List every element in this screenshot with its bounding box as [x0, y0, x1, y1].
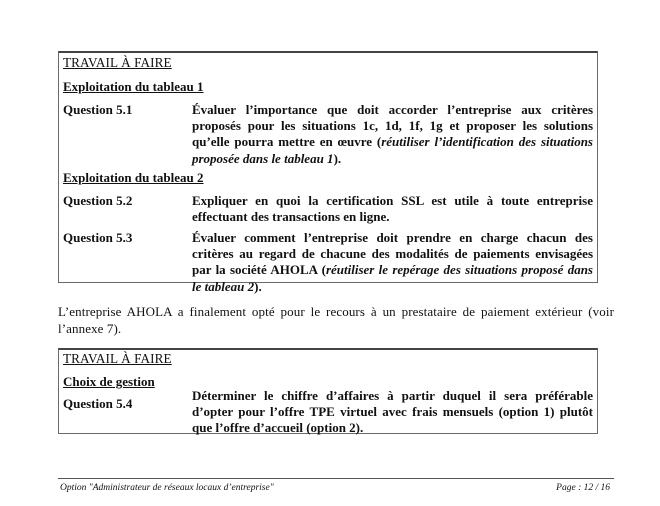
question-5-1-body: Évaluer l’importance que doit accorder l’entreprise aux critères proposés pour les situations 1c, 1d, 1f, 1g et proposer les solutions qu’elle pourra mettre en œuvre ( [192, 102, 593, 150]
question-5-3-italic: réutiliser le repérage des situations proposé dans le tableau 2 [192, 262, 593, 294]
task-box-2 [58, 348, 598, 434]
task-title: TRAVAIL À FAIRE [63, 55, 172, 70]
question-5-4-text: Déterminer le chiffre d’affaires à partir duquel il sera préférable d’opter pour l’offre TPE virtuel avec frais mensuels (option 1) plutôt que l’offre d’accueil (option 2). [192, 388, 593, 436]
question-5-1-italic: réutiliser l’identification des situations proposée dans le tableau 1 [192, 134, 593, 166]
question-5-3-body: Évaluer comment l’entreprise doit prendre en charge chacun des critères au regard de chacune des modalités de paiements envisagées par la société AHOLA ( [192, 230, 593, 278]
question-5-2-label: Question 5.2 [63, 193, 133, 208]
question-5-2-text: Expliquer en quoi la certification SSL est utile à toute entreprise effectuant des transactions en ligne. [192, 193, 593, 225]
question-5-4-label: Question 5.4 [63, 396, 133, 411]
question-5-3-end: ). [254, 278, 262, 294]
footer-divider [58, 478, 614, 479]
question-5-1-end: ). [333, 150, 342, 166]
question-5-3-text [192, 230, 593, 295]
section-title-gestion: Choix de gestion [63, 374, 155, 389]
footer-page-number: Page : 12 / 16 [556, 483, 610, 493]
section-title-tableau-2: Exploitation du tableau 2 [63, 170, 204, 185]
task-title-2: TRAVAIL À FAIRE [63, 351, 172, 366]
question-5-1-label: Question 5.1 [63, 102, 133, 117]
question-5-3-label: Question 5.3 [63, 230, 133, 245]
task-box-1 [58, 51, 598, 294]
question-5-1-text [192, 102, 593, 167]
body-paragraph: L’entreprise AHOLA a finalement opté pour le recours à un prestataire de paiement extérieur (voir l’annexe 7). [58, 304, 614, 336]
footer-option: Option "Administrateur de réseaux locaux d’entreprise" [60, 483, 274, 493]
section-title-tableau-1: Exploitation du tableau 1 [63, 79, 204, 94]
